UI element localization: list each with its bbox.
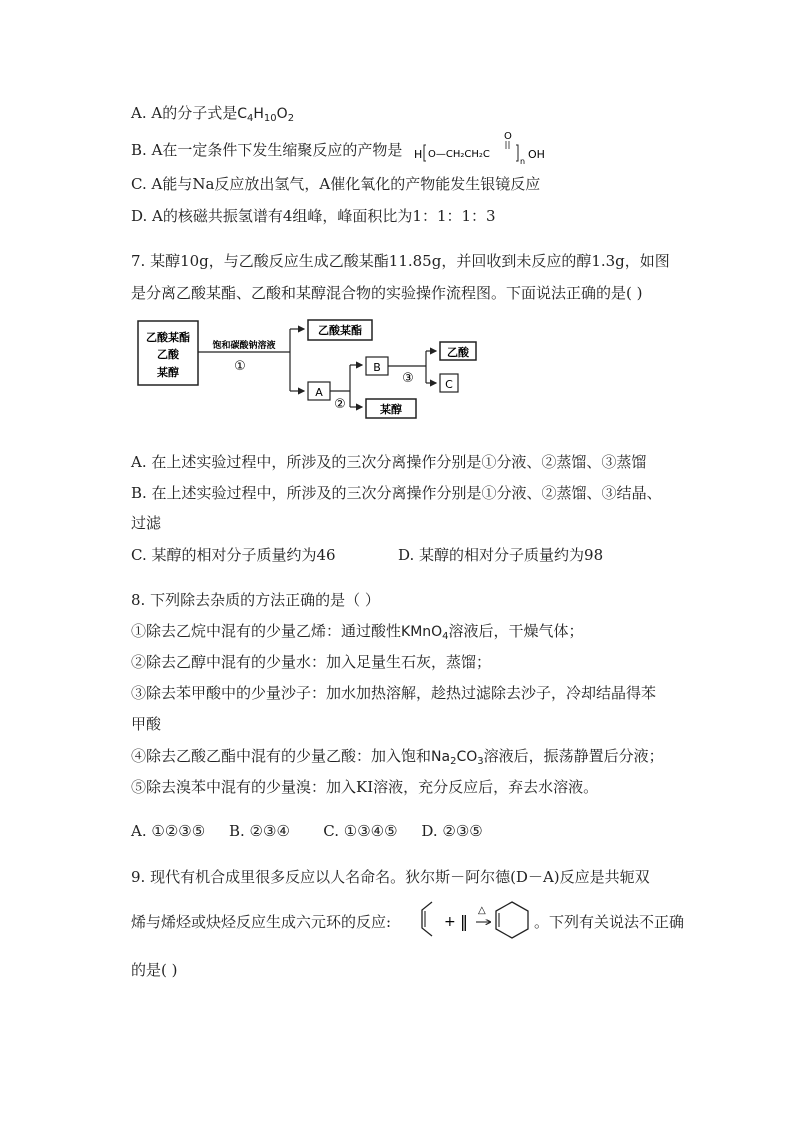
polymer-h: H [414, 148, 423, 161]
q6-option-c: C. A能与Na反应放出氢气，A催化氧化的产物能发生银镜反应 [131, 175, 541, 193]
step-3-label: ③ [402, 371, 414, 386]
svg-text:C: C [445, 378, 453, 391]
polymer-n: n [520, 157, 526, 166]
q7-stem-line2: 是分离乙酸某酯、乙酸和某醇混合物的实验操作流程图。下面说法正确的是( ) [131, 284, 643, 302]
diels-alder-scheme [418, 898, 534, 942]
q7-option-b-line1: B. 在上述实验过程中，所涉及的三次分离操作分别是①分液、②蒸馏、③结晶、 [131, 484, 662, 502]
ethylene-icon: ‖ [460, 912, 468, 931]
q7-option-b-line2: 过滤 [131, 514, 162, 532]
q7-option-d: D. 某醇的相对分子质量约为98 [398, 546, 604, 564]
polymer-oh: OH [528, 148, 545, 161]
polymer-carbonyl-o: O [504, 131, 512, 142]
step-2-label: ② [334, 397, 346, 412]
q9-line3: 的是( ) [131, 961, 178, 979]
acid-output: 乙酸 [447, 346, 469, 359]
q8-options: A. ①②③⑤ B. ②③④ C. ①③④⑤ D. ②③⑤ [131, 822, 483, 840]
mixture-acid: 乙酸 [157, 348, 179, 361]
q6-option-d: D. A的核磁共振氢谱有4组峰，峰面积比为1：1：1：3 [131, 207, 496, 225]
q8-item-2: ②除去乙醇中混有的少量水：加入足量生石灰，蒸馏； [131, 653, 492, 671]
svg-text:A: A [315, 386, 323, 399]
formula: $C_4H_{10}O_2$ [237, 106, 295, 124]
q7-stem-line1: 7. 某醇10g，与乙酸反应生成乙酸某酯11.85g，并回收到未反应的醇1.3g，如图 [131, 252, 670, 270]
mixture-alcohol: 某醇 [157, 366, 179, 379]
alcohol-output: 某醇 [380, 403, 402, 416]
q6-option-a: A. A的分子式是$C_4H_{10}O_2$ [131, 104, 295, 124]
q6-option-b: B. A在一定条件下发生缩聚反应的产物是 [131, 141, 403, 159]
q8-item-1: ①除去乙烷中混有的少量乙烯：通过酸性KMnO$_4$溶液后，干燥气体； [131, 622, 584, 642]
cyclohexene-icon [496, 902, 528, 938]
q8-item-5: ⑤除去溴苯中混有的少量溴：加入KI溶液，充分反应后，弃去水溶液。 [131, 778, 599, 796]
step-1-label: ① [234, 359, 246, 374]
q7-option-a: A. 在上述实验过程中，所涉及的三次分离操作分别是①分液、②蒸馏、③蒸馏 [131, 453, 647, 471]
q8-item-3-line1: ③除去苯甲酸中的少量沙子：加水加热溶解，趁热过滤除去沙子，冷却结晶得苯 [131, 684, 657, 702]
q8-item-4: ④除去乙酸乙酯中混有的少量乙酸：加入饱和$Na_2CO_3$溶液后，振荡静置后分液； [131, 747, 664, 767]
polymer-structure [412, 128, 552, 168]
svg-text:B: B [373, 361, 381, 374]
plus-sign: + [444, 914, 456, 930]
mixture-ester: 乙酸某酯 [146, 331, 190, 344]
na2co3-formula: $Na_2CO_3$ [431, 749, 484, 767]
ester-output: 乙酸某酯 [318, 324, 362, 337]
butadiene-icon [422, 902, 432, 936]
q8-item-3-line2: 甲酸 [131, 715, 162, 733]
q9-line2-pre: 烯与烯烃或炔烃反应生成六元环的反应: [131, 913, 392, 931]
reagent-label: 饱和碳酸钠溶液 [212, 341, 276, 351]
q8-stem: 8. 下列除去杂质的方法正确的是（ ） [131, 591, 380, 609]
separation-flowchart [130, 315, 490, 425]
q9-line1: 9. 现代有机合成里很多反应以人名命名。狄尔斯－阿尔德(D－A)反应是共轭双 [131, 868, 650, 886]
heat-symbol: △ [478, 905, 486, 916]
polymer-chain: O—CH₂CH₂C [428, 149, 490, 160]
q9-line2-post: 。下列有关说法不正确 [534, 913, 685, 931]
q7-option-c: C. 某醇的相对分子质量约为46 [131, 546, 336, 564]
kmno4-formula: KMnO$_4$ [401, 624, 449, 642]
